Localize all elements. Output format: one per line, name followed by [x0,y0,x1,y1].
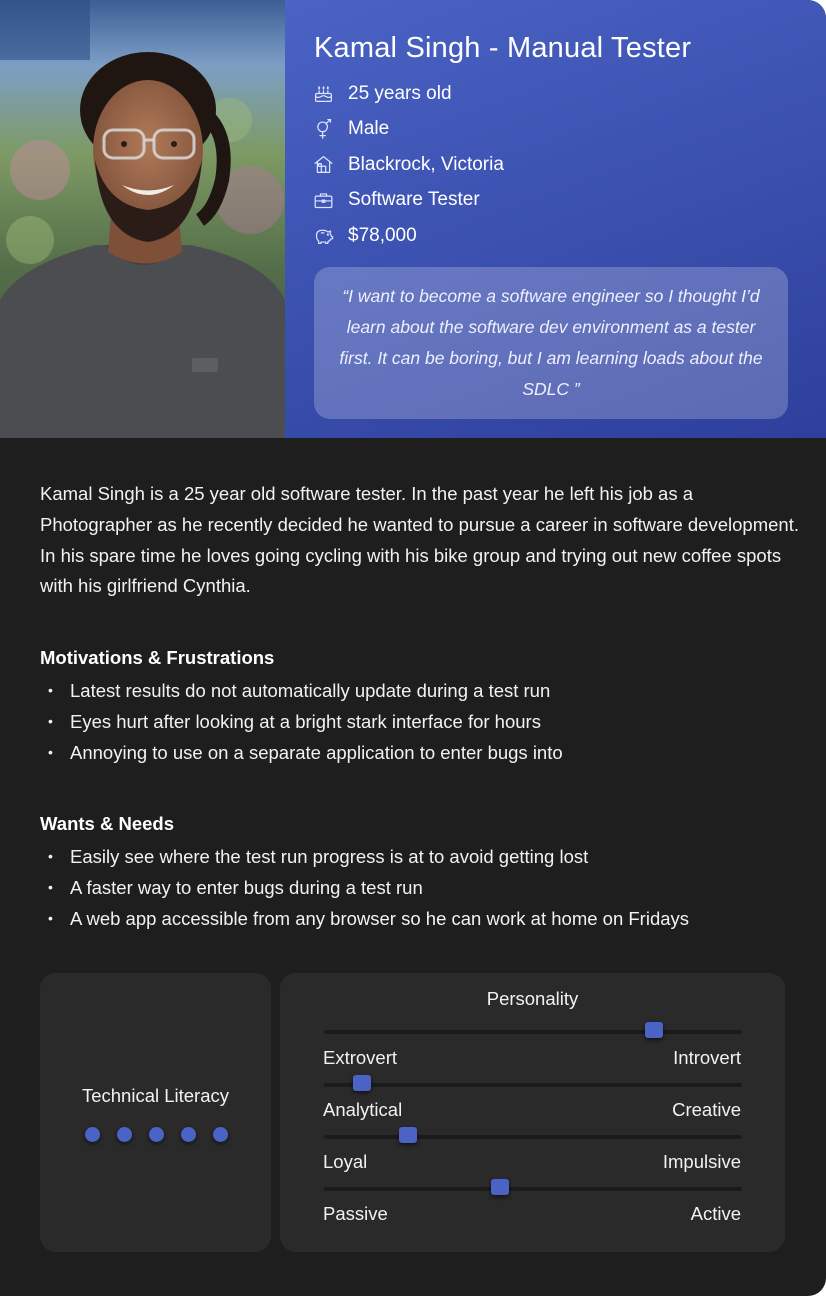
persona-bio: Kamal Singh is a 25 year old software tester. In the past year he left his job as a Photographer as he recently decided he wanted to pursue a career in software development. In his spare time he loves going cycling with his bike group and trying out new coffee spots with his girlfriend Cynthia. [40,483,799,597]
slider-passive-active[interactable] [324,1187,742,1191]
technical-literacy-title: Technical Literacy [81,1085,230,1106]
trait-left-label: Extrovert [323,1047,398,1068]
personality-title: Personality [486,988,579,1009]
slider-thumb[interactable] [353,1075,371,1091]
slider-analytical-creative[interactable] [324,1083,742,1087]
fact-income [312,218,504,254]
fact-gender-text: Male [348,118,390,140]
cake-icon [312,83,334,105]
fact-age-text: 25 years old [348,82,452,104]
wants-list [48,841,689,934]
persona-title: Kamal Singh - Manual Tester [314,32,692,64]
trait-right-label: Impulsive [662,1151,741,1172]
slider-thumb[interactable] [491,1179,509,1195]
slider-thumb[interactable] [399,1127,417,1143]
bullet: • [48,744,53,760]
list-item: • Latest results do not automatically update during a test run [48,675,563,706]
list-item: • Annoying to use on a separate application to enter bugs into [48,737,563,768]
rating-dot [85,1127,100,1142]
trait-left-label: Analytical [323,1099,403,1120]
rating-dot [117,1127,132,1142]
slider-extrovert-introvert[interactable] [324,1030,742,1034]
rating-dot [149,1127,164,1142]
persona-quote [314,267,788,419]
piggy-bank-icon [312,225,334,247]
persona-header [285,0,826,438]
gender-icon [312,118,334,140]
personality-panel [280,973,785,1252]
bullet: • [48,879,53,895]
fact-job-text: Software Tester [348,189,480,211]
motivations-title: Motivations & Frustrations [40,647,275,668]
trait-left-label: Loyal [323,1151,368,1172]
fact-job [312,183,504,219]
list-item: • A faster way to enter bugs during a test run [48,872,689,903]
fact-location-text: Blackrock, Victoria [348,153,504,175]
rating-dot [213,1127,228,1142]
list-item: • Easily see where the test run progress is at to avoid getting lost [48,841,689,872]
slider-thumb[interactable] [645,1022,663,1038]
slider-loyal-impulsive[interactable] [324,1135,742,1139]
fact-gender [312,112,504,148]
list-item: • Eyes hurt after looking at a bright stark interface for hours [48,706,563,737]
bullet: • [48,682,53,698]
house-icon [312,154,334,176]
technical-literacy-panel [40,973,271,1252]
technical-literacy-rating [85,1127,245,1142]
bullet: • [48,910,53,926]
trait-right-label: Introvert [673,1047,741,1068]
persona-quote-text: “I want to become a software engineer so I thought I’d learn about the software dev environment as a tester first. It can be boring, but I am learning loads about the SDLC ” [339,286,763,399]
list-item: • A web app accessible from any browser so he can work at home on Fridays [48,903,689,934]
wants-title: Wants & Needs [40,813,174,834]
trait-right-label: Active [690,1203,741,1224]
trait-left-label: Passive [323,1203,388,1224]
persona-facts [312,76,504,254]
fact-age [312,76,504,112]
bullet: • [48,713,53,729]
trait-right-label: Creative [672,1099,741,1120]
persona-photo [0,0,285,438]
rating-dot [181,1127,196,1142]
fact-income-text: $78,000 [348,224,417,246]
motivations-list [48,675,563,768]
bullet: • [48,848,53,864]
fact-location [312,147,504,183]
briefcase-icon [312,189,334,211]
